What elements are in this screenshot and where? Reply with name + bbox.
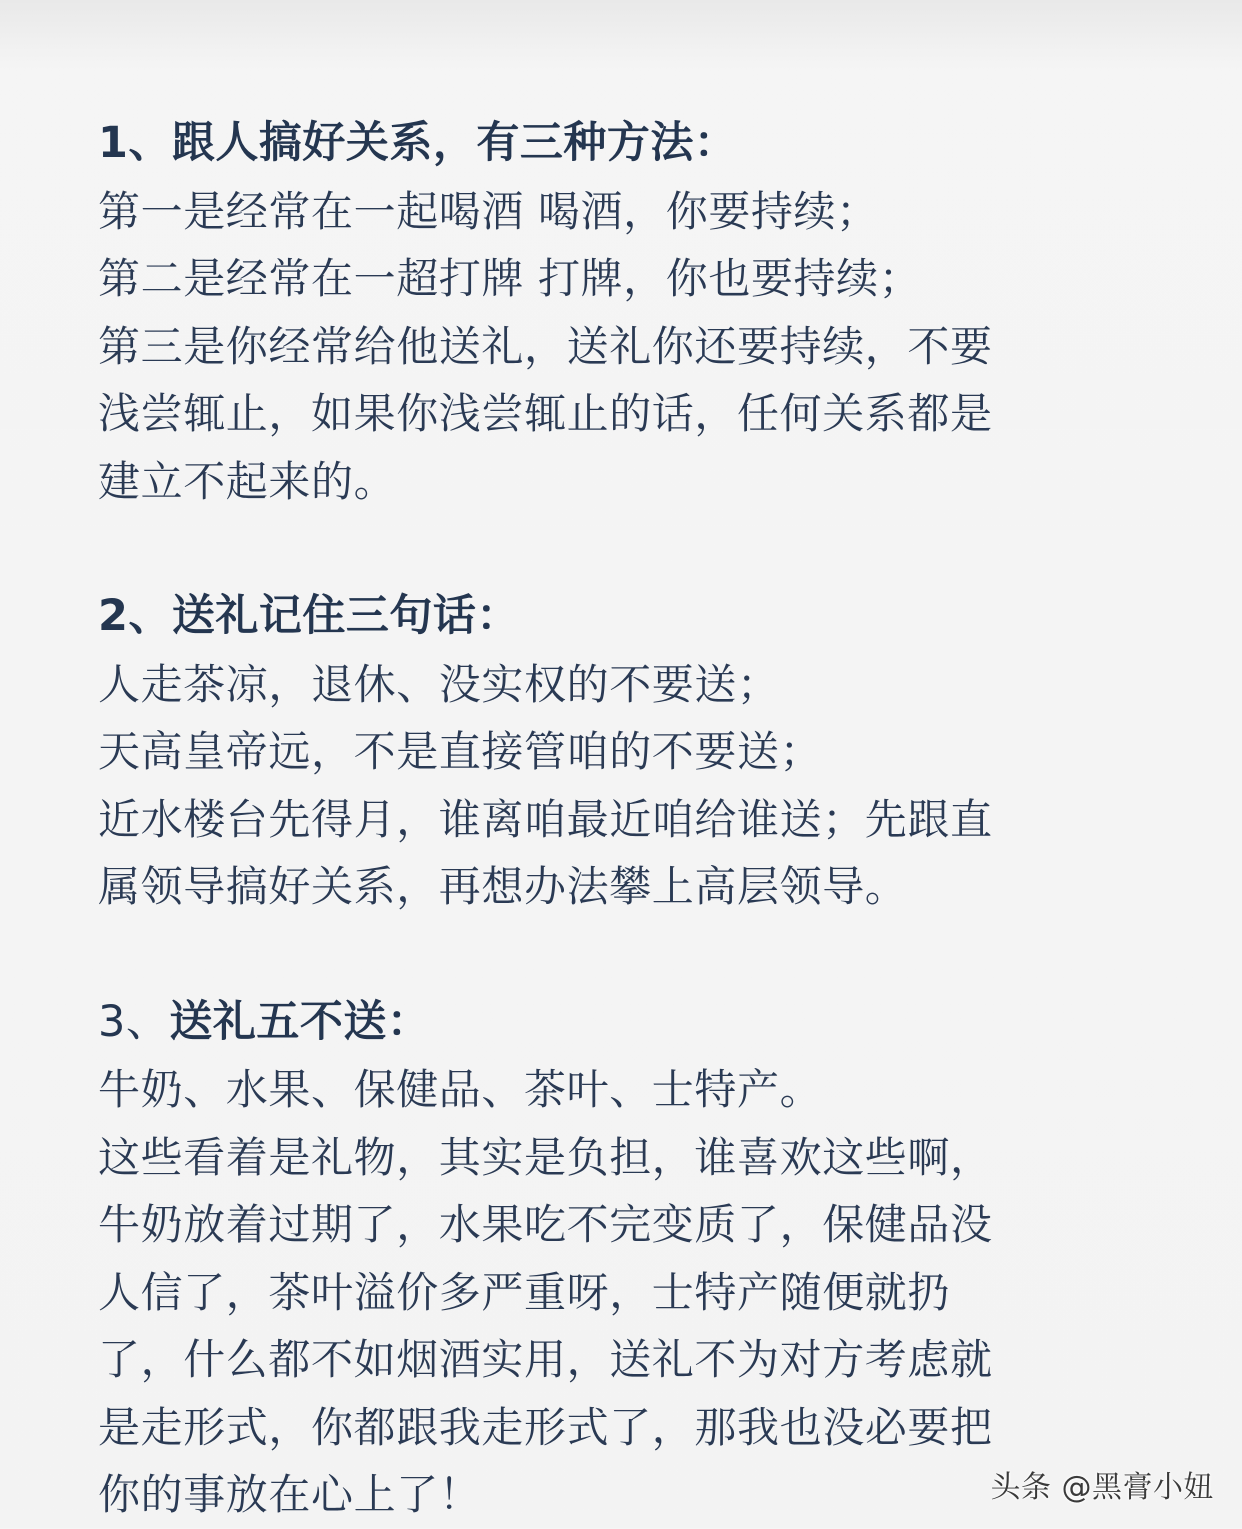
body-line: 牛奶、水果、保健品、茶叶、士特产。 bbox=[98, 1065, 823, 1114]
body-line: 这些看着是礼物，其实是负担，谁喜欢这些啊， bbox=[98, 1132, 993, 1182]
section-number: 1、 bbox=[98, 118, 172, 168]
body-line: 浅尝辄止，如果你浅尝辄止的话，任何关系都是 bbox=[98, 389, 993, 438]
section-title: 送礼五不送： bbox=[169, 996, 431, 1047]
section-heading bbox=[98, 583, 1128, 651]
body-line: 天高皇帝远，不是直接管咱的不要送； bbox=[98, 727, 823, 776]
section-title: 送礼记住三句话： bbox=[171, 591, 520, 641]
body-line: 建立不起来的。 bbox=[98, 456, 397, 506]
section-body bbox=[98, 178, 1128, 516]
body-line: 人走茶凉，退休、没实权的不要送； bbox=[98, 659, 780, 709]
body-line: 近水楼台先得月，谁离咱最近咱给谁送；先跟直 bbox=[98, 794, 993, 844]
section-3 bbox=[98, 989, 1128, 1529]
section-title: 跟人搞好关系，有三种方法： bbox=[171, 118, 738, 168]
section-heading bbox=[98, 110, 1128, 178]
section-body bbox=[98, 1056, 1128, 1529]
section-number: 3、 bbox=[98, 996, 170, 1047]
body-line: 人信了，茶叶溢价多严重呀，士特产随便就扔 bbox=[98, 1267, 951, 1317]
body-line: 第一是经常在一起喝酒 喝酒，你要持续； bbox=[98, 186, 879, 236]
body-line: 属领导搞好关系，再想办法攀上高层领导。 bbox=[98, 862, 908, 911]
author-watermark: 头条 @黑膏小妞 bbox=[990, 1470, 1214, 1505]
article-content bbox=[98, 110, 1128, 1529]
section-body bbox=[98, 651, 1128, 921]
body-line: 是走形式，你都跟我走形式了，那我也没必要把 bbox=[98, 1402, 993, 1452]
body-line: 第二是经常在一超打牌 打牌，你也要持续； bbox=[98, 254, 922, 303]
body-line: 了，什么都不如烟酒实用，送礼不为对方考虑就 bbox=[98, 1335, 993, 1384]
top-edge-shadow bbox=[0, 0, 1242, 70]
body-line: 第三是你经常给他送礼，送礼你还要持续，不要 bbox=[98, 321, 993, 371]
section-2 bbox=[98, 583, 1128, 921]
section-number: 2、 bbox=[98, 591, 172, 641]
section-1 bbox=[98, 110, 1128, 515]
section-heading bbox=[98, 989, 1128, 1057]
body-line: 你的事放在心上了！ bbox=[98, 1470, 482, 1519]
body-line: 牛奶放着过期了，水果吃不完变质了，保健品没 bbox=[98, 1200, 993, 1249]
